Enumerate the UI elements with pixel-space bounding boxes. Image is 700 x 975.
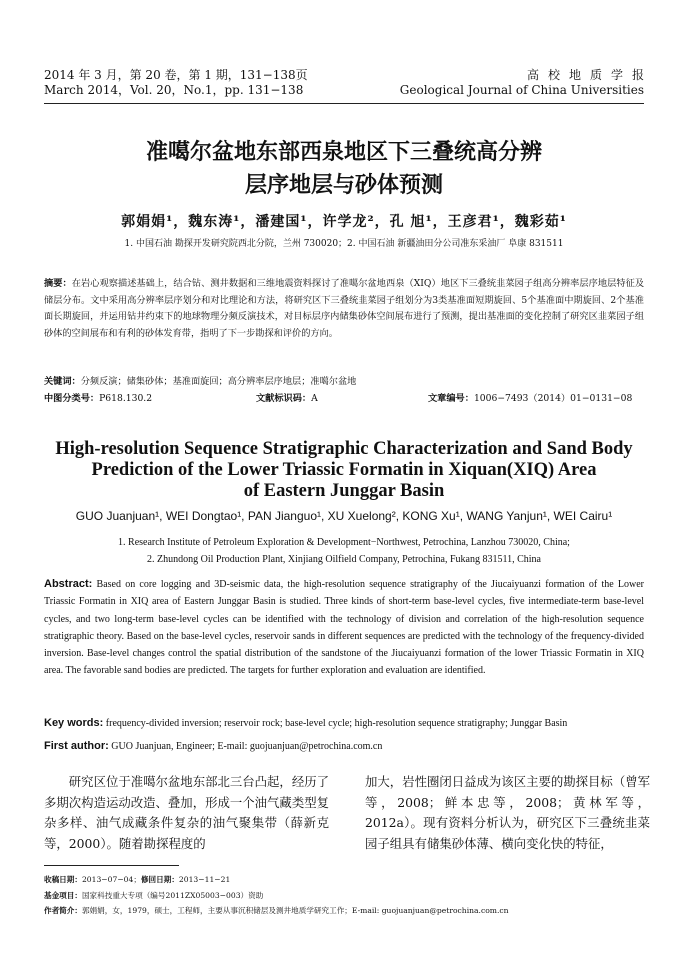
first-author-en-text: GUO Juanjuan, Engineer; E-mail: guojuanjuan@petrochina.com.cn bbox=[111, 741, 383, 752]
keywords-en-label: Key words: bbox=[44, 717, 104, 729]
abstract-en-label: Abstract: bbox=[44, 578, 93, 590]
affiliations-en bbox=[44, 534, 644, 568]
header-rule bbox=[44, 103, 644, 104]
clc-number: 中图分类号：P618.130.2 bbox=[44, 393, 153, 404]
affiliation-en-1: 1. Research Institute of Petroleum Exploration & Development−Northwest, Petrochina, Lanzhou 730020, China; bbox=[118, 537, 570, 548]
body-column-right: 加大，岩性圈闭日益成为该区主要的勘探目标（曾军等，2008；鲜本忠等，2008；黄林军等，2012a）。现有资料分析认为，研究区下三叠统韭菜园子组具有储集砂体薄、横向变化快的特征， bbox=[365, 774, 650, 851]
keywords-cn bbox=[44, 373, 644, 387]
footnote-fund: 基金项目：国家科技重大专项（编号2011ZX05003−003）资助 bbox=[44, 890, 264, 900]
first-author-en-label: First author: bbox=[44, 740, 109, 752]
author-list-en: GUO Juanjuan¹, WEI Dongtao¹, PAN Jianguo¹, XU Xuelong², KONG Xu¹, WANG Yanjun¹, WEI Cairu¹ bbox=[75, 509, 613, 523]
author-list-cn: 郭娟娟¹，魏东涛¹，潘建国¹，许学龙²，孔 旭¹，王彦君¹，魏彩茹¹ bbox=[121, 214, 567, 230]
paper-title-en-line3: of Eastern Junggar Basin bbox=[243, 481, 445, 501]
footnotes bbox=[44, 872, 654, 919]
journal-name-cn: 高校地质学报 bbox=[526, 68, 653, 82]
footnote-rule bbox=[44, 865, 179, 866]
paper-title-en-line2: Prediction of the Lower Triassic Formatin in Xiquan(XIQ) Area bbox=[91, 460, 597, 480]
paper-title-cn bbox=[44, 136, 644, 202]
keywords-en-text: frequency-divided inversion; reservoir rock; base-level cycle; high-resolution sequence stratigraphy; Junggar Basin bbox=[105, 718, 568, 729]
abstract-cn bbox=[44, 276, 644, 342]
abstract-cn-label: 摘要： bbox=[44, 278, 72, 289]
footnote-author-bio: 作者简介：郭娟娟，女，1979，硕士，工程师，主要从事沉积储层及测井地质学研究工作；E-mail: guojuanjuan@petrochina.com.cn bbox=[44, 906, 509, 915]
affiliations-cn: 1. 中国石油 勘探开发研究院西北分院，兰州 730020；2. 中国石油 新疆油田分公司准东采油厂 阜康 831511 bbox=[124, 239, 564, 249]
paper-title-cn-line2: 层序地层与砂体预测 bbox=[244, 173, 443, 198]
document-code: 文献标识码：A bbox=[256, 393, 318, 404]
abstract-cn-text: 在岩心观察描述基础上，结合钻、测井数据和三维地震资料探讨了准噶尔盆地西泉（XIQ）地区下三叠统韭菜园子组高分辨率层序地层特征及储层分布。文中采用高分辨率层序划分和对比理论和方法，将研究区下三叠统韭菜园子组划分为3类基准面短期旋回、5个基准面中期旋回、2个基准面长期旋回，并运用钻井约束下的地球物理分频反演技术，对目标层序内储集砂体空间展布进行了预测，提出基准面的变化控制了研究区韭菜园子组砂体的空间展布和有利的砂体发育带，指明了下一步勘探和评价的方向。 bbox=[44, 278, 645, 339]
article-number: 文章编号：1006−7493（2014）01−0131−08 bbox=[428, 393, 633, 404]
paper-title-en-line1: High-resolution Sequence Stratigraphic Characterization and Sand Body bbox=[55, 439, 633, 459]
header-citation-cn: 2014 年 3 月，第 20 卷，第 1 期，131−138页 bbox=[44, 68, 308, 82]
running-header-right bbox=[399, 68, 653, 98]
keywords-en bbox=[44, 717, 644, 729]
paper-title-cn-line1: 准噶尔盆地东部西泉地区下三叠统高分辨 bbox=[145, 140, 542, 165]
running-header-left bbox=[44, 68, 308, 98]
paper-title-en bbox=[44, 439, 644, 502]
journal-name-en: Geological Journal of China Universities bbox=[399, 83, 644, 97]
body-column-left: 研究区位于准噶尔盆地东部北三台凸起，经历了多期次构造运动改造、叠加，形成一个油气藏类型复杂多样、油气成藏条件复杂的油气聚集带（薛新克等，2000）。随着勘探程度的 bbox=[44, 774, 329, 851]
abstract-en bbox=[44, 576, 644, 680]
footnote-dates: 收稿日期：2013−07−04；修回日期：2013−11−21 bbox=[44, 875, 231, 884]
keywords-cn-text: 分频反演；储集砂体；基准面旋回；高分辨率层序地层；准噶尔盆地 bbox=[80, 376, 357, 387]
first-author-en bbox=[44, 740, 644, 752]
abstract-en-text: Based on core logging and 3D-seismic data, the high-resolution sequence stratigraphy of the Jiucaiyuanzi formation of the Lower Triassic Formatin in XIQ area of Eastern Junggar Basin is studied. Three kinds of short-term base-level cycles, five intermediate-term base-level cycles, and two long-term base-level cycles can be identified with the technology of division and correlation of the high-resolution sequence stratigraphic theory. Based on the base-level cycles, reservoir sands in different sequences are predicted with the technology of the frequency-divided inversion. Base-level changes control the spatial distribution of the sandstone of the Jiucaiyuanzi formation of the lower Triassic Formatin in XIQ area. The favorable sand bodies are predicted. The targets for further exploration and evaluation are identified. bbox=[44, 579, 645, 677]
keywords-cn-label: 关键词： bbox=[44, 376, 81, 387]
header-citation-en: March 2014，Vol. 20，No.1，pp. 131−138 bbox=[44, 83, 304, 97]
affiliation-en-2: 2. Zhundong Oil Production Plant, Xinjiang Oilfield Company, Petrochina, Fukang 831511, China bbox=[147, 554, 541, 565]
